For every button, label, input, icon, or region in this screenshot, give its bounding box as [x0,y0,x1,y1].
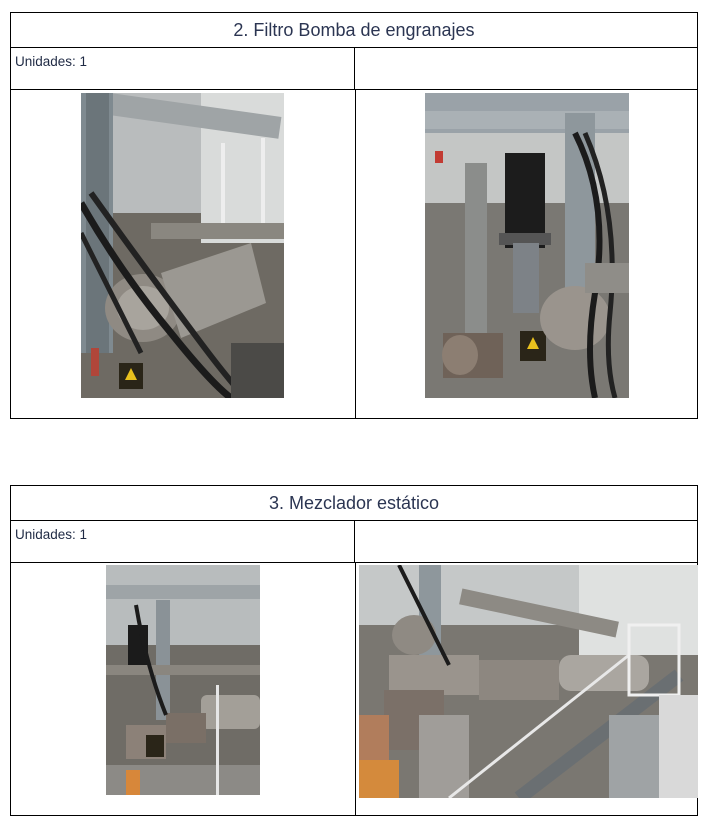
cell-divider [355,89,356,418]
photo-row [11,562,697,815]
photo-extrusion-line [106,565,260,795]
photo-hydraulic-cylinder [425,93,629,398]
units-label: Unidades: 1 [11,520,355,562]
units-row [11,520,697,563]
units-row [11,47,697,90]
cell-divider [355,562,356,815]
photo-row [11,89,697,418]
photo-static-mixer-side [359,565,698,798]
units-label: Unidades: 1 [11,47,355,89]
equipment-table-filter-pump [10,12,698,419]
photo-gear-pump-filter [81,93,284,398]
section-title: 3. Mezclador estático [11,486,697,521]
equipment-table-static-mixer [10,485,698,816]
section-title: 2. Filtro Bomba de engranajes [11,13,697,48]
